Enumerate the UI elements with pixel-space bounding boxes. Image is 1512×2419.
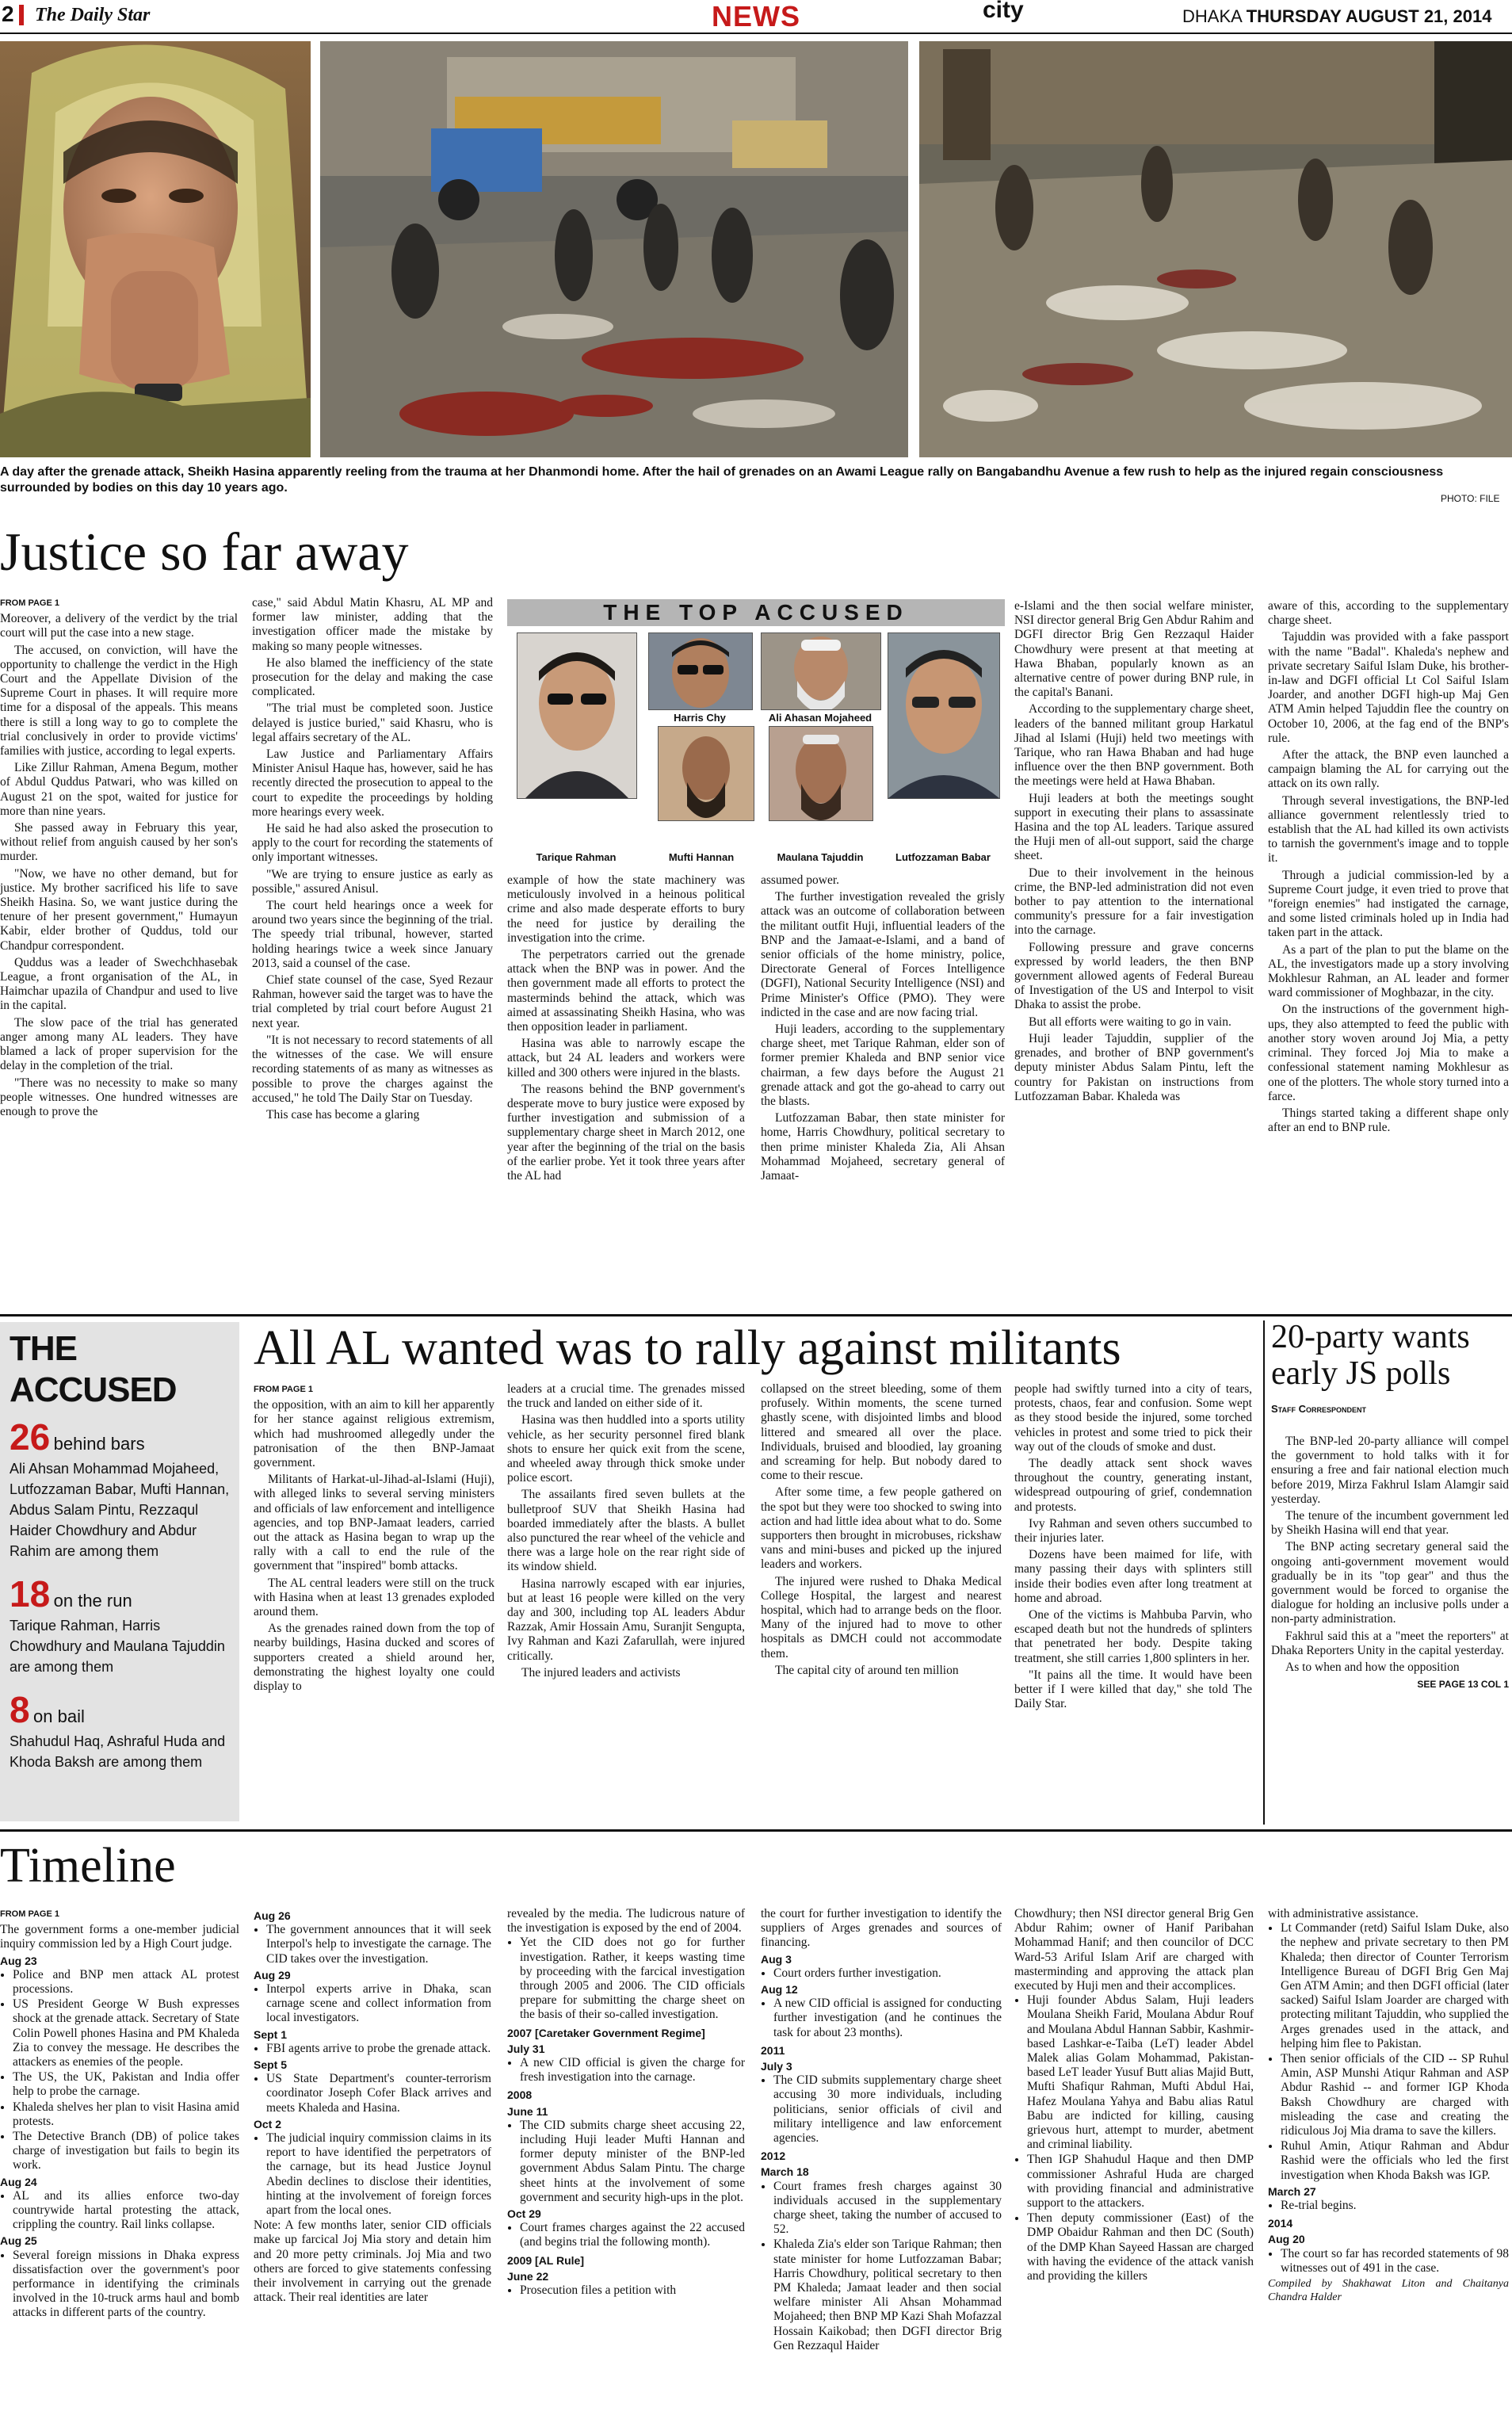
timeline-item: • Re-trial begins. [1281,2199,1509,2213]
paragraph: He said he had also asked the prosecution to apply to the court for recording the statements of only important witnesses. [252,822,493,865]
photo-caption: A day after the grenade attack, Sheikh Hasina apparently reeling from the trauma at her Dhanmondi home. After the hail of grenades on an Awami League rally on Bangabandhu Avenue a few rush to help as the injured regain consciousness surrounded by bodies on this day 10 years ago. [0,465,1444,495]
timeline-col-2 [254,1907,491,2305]
timeline-list [0,2189,239,2233]
paragraph: "Now, we have no other demand, but for justice. My brother sacrificed his life to save Sheikh Hasina. So, we want justice during the tenure of her present government," Humayun Kabir, elder brother of Quddus, told our Chandpur correspondent. [0,866,238,953]
name-babar: Lutfozzaman Babar [895,851,991,863]
timeline-year: 2007 [Caretaker Government Regime] [507,2026,705,2039]
timeline-list [1268,2247,1509,2276]
paragraph: "The trial must be completed soon. Justice delayed is justice buried," said Khasru, who is legal affairs secretary of the AL. [252,701,493,744]
timeline-list [761,2073,1002,2146]
timeline-date: Oct 29 [507,2207,541,2221]
accused-group [10,1691,230,1772]
timeline-year: 2012 [761,2150,786,2163]
timeline-item: • Court frames charges against the 22 accused (and begins trial the following month). [520,2221,745,2249]
timeline-item: • Yet the CID does not go for further investigation. Rather, it keeps wasting time by proceeding with the farcical investigation through 2005 and 2006. The CID officials prepare for submitting the charge sheet on the basis of their so-called investigation. [520,1936,745,2022]
mugshot-hannan [658,726,754,821]
timeline-list [254,1982,491,2026]
timeline-col-4 [761,1907,1002,2354]
accused-label: on bail [33,1706,85,1726]
paragraph: The perpetrators carried out the grenade attack when the BNP was in power. And the then government made all efforts to protect the masterminds behind the attack, which was aimed at assassinating Sheikh Hasina, who was then opposition leader in parliament. [507,948,745,1034]
timeline-list [1268,2199,1509,2213]
paragraph: Huji leaders, according to the supplementary charge sheet, met Tarique Rahman, elder son of former premier Khaleda and BNP senior vice chairman, a few days before the August 21 grenade attack and got the go-ahead to carry out the blasts. [761,1022,1005,1109]
paragraph: "It pains all the time. It would have been better if I were killed that day," she told The Daily Star. [1014,1668,1252,1711]
dateline-date: THURSDAY AUGUST 21, 2014 [1246,6,1492,26]
timeline-list [761,1966,1002,1981]
paragraph: Chief state counsel of the case, Syed Rezaur Rahman, however said the target was to have the trial completed by trial court before August 21 next year. [252,973,493,1030]
paragraph: Fakhrul said this at a "meet the reporters" at Dhaka Reporters Unity in the capital yesterday. [1271,1629,1509,1657]
paragraph: The accused, on conviction, will have the opportunity to challenge the verdict in the High Court and the Appellate Division of the Supreme Court in phases. It will require more time for a disposal of the appeals. This means there is still a long way to go to complete the trial conclusively in order to provide victims' families with justice, according to legal experts. [0,643,238,759]
paragraph: After the attack, the BNP even launched a campaign blaming the AL for carrying out the attack on its own rally. [1268,748,1509,791]
name-tajuddin: Maulana Tajuddin [777,851,864,863]
name-hannan: Mufti Hannan [668,851,735,863]
subsection-label: city [983,0,1024,23]
photo-hasina [0,41,311,457]
timeline-item: • Khaleda Zia's elder son Tarique Rahman; then state minister for home Lutfozzaman Babar; Harris Chowdhury, political secretary to then PM Khaleda; Jamaat leader and then social welfare minister Ali Ahsan Mohammad Mojaheed; then BNP MP Kazi Shah Mofazzal Hossain Kaikobad; then DGFI director Brig Gen Rezzaqul Haider [773,2237,1002,2353]
timeline-date: Sept 5 [254,2058,288,2072]
rally-col-1 [254,1382,494,1696]
name-tarique: Tarique Rahman [536,851,617,863]
paragraph: The injured were rushed to Dhaka Medical College Hospital, the largest and nearest hospital, which had to arrange beds on the floor. Many of the injured had to move to other hospitals as DMCH could not accommodate them. [761,1574,1002,1660]
timeline-list [254,2131,491,2218]
timeline-item: • The Detective Branch (DB) of police takes charge of investigation but fails to begin its work. [13,2130,239,2173]
from-page-label: FROM PAGE 1 [0,1909,59,1919]
timeline-list [507,1936,745,2022]
photo-injured [919,41,1512,457]
paragraph: As a part of the plan to put the blame on the AL, the investigators made up a story involving Mokhlesur Rahman, an AL leader and former ward commissioner of Moghbazar, in the city. [1268,942,1509,1000]
photo-attack-scene [320,41,908,457]
timeline-list [507,2119,745,2205]
timeline-item: • AL and its allies enforce two-day countrywide hartal protesting the attack, crippling the country. Rail links collapse. [13,2189,239,2233]
headline-timeline: Timeline [0,1839,176,1893]
timeline-item: • Prosecution files a petition with [520,2283,745,2298]
paragraph: But all efforts were waiting to go in vain. [1029,1015,1231,1029]
top-accused-title: THE TOP ACCUSED [507,599,1005,626]
timeline-entry: with administrative assistance. [1268,1907,1418,1920]
timeline-col-3 [507,1907,745,2299]
masthead-rule [0,32,1512,34]
headline-justice: Justice so far away [0,522,409,582]
rally-col-3 [761,1382,1002,1680]
paragraph: Militants of Harkat-ul-Jihad-al-Islami (Huji), with alleged links to several serving ministers and officials of law enforcement and intelligence agencies, and top BNP-Jamaat leaders, carried out the attack as Hasina began to wrap up the rally with a call to end the rule of the government that "inspired" bomb attacks. [254,1473,494,1573]
paragraph: Through a judicial commission-led by a Supreme Court judge, it even tried to prove that "foreign enemies" had instigated the carnage, and some listed criminals holed up in India had taken part in the attack. [1268,868,1509,940]
timeline-date: July 3 [761,2060,792,2073]
timeline-item: • Khaleda shelves her plan to visit Hasina amid protests. [13,2100,239,2129]
accused-label: behind bars [53,1434,145,1454]
timeline-item: • Several foreign missions in Dhaka express dissatisfaction over the government's poor performance in identifying the criminals involved in the 10-truck arms haul and bomb attacks in different parts of the country. [13,2249,239,2321]
timeline-entry: Chowdhury; then NSI director general Brig Gen Abdur Rahim; owner of Hanif Paribahan Mohammad Hanif; and then councilor of DCC Ward-53 Ariful Islam Arif are charged with masterminding and approving the attack plan executed by Huji men and their accomplices. [1014,1907,1254,1993]
timeline-entry: revealed by the media. The ludicrous nature of the investigation is exposed by the end of 2004. [507,1907,745,1936]
timeline-item: • US State Department's counter-terrorism coordinator Joseph Cofer Black arrives and meets Khaleda and Hasina. [266,2072,491,2115]
justice-col-6 [1268,599,1509,1137]
accused-count: 18 [10,1573,51,1615]
timeline-item: • Then senior officials of the CID -- SP Ruhul Amin, ASP Munshi Atiqur Rahman and ASP Abdur Rashid -- and former IGP Khoda Baksh Chowdhury are charged with misleading the case and creating the ridiculous Joj Mia drama to save the killers. [1281,2052,1509,2138]
timeline-item: • Huji founder Abdus Salam, Huji leaders Moulana Sheikh Farid, Moulana Abdur Rouf and Moulana Abdul Hannan Sabbir, Kashmir-based Lashkar-e-Taiba (LeT) leader Abdel Malek alias Golam Mohammad, Pakistan-based LeT leader Yusuf Butt alias Majid Butt, Mufti Shafiqur Rahman, Mufti Abdul Hai, Hafez Moulana Yahya and Babu alias Ratul Babu are indicted for killing, causing grievous hurt, attempt to murder, abetment and criminal liability. [1027,1993,1254,2152]
timeline-date: Aug 20 [1268,2233,1305,2246]
timeline-date: Oct 2 [254,2117,282,2130]
timeline-list [507,2221,745,2249]
timeline-list [0,2249,239,2321]
justice-col-4 [761,873,1005,1186]
accused-count: 8 [10,1689,30,1730]
paragraph: Dozens have been maimed for life, with many passing their days with splinters still inside their bodies even after long treatment at home and abroad. [1014,1548,1252,1605]
mugshot-harris [648,632,753,710]
timeline-list [761,1997,1002,2040]
justice-col-1 [0,596,238,1122]
timeline-date: Aug 23 [0,1954,37,1967]
name-harris: Harris Chy [674,712,726,724]
paragraph: e-Islami and the then social welfare minister, NSI director general Brig Gen Abdur Rahim and DGFI director Brig Gen Rezzaqul Haider Chowdhury were present at that meeting at Hawa Bhaban, popularly known as an alternative centre of power during BNP rule, in the capital's Banani. [1014,599,1254,700]
timeline-entry: The government forms a one-member judicial inquiry commission led by a High Court judge. [0,1923,239,1951]
photo-credit: PHOTO: FILE [1441,493,1500,504]
accused-names: Ali Ahsan Mohammad Mojaheed, Lutfozzaman Babar, Mufti Hannan, Abdus Salam Pintu, Rezzaqul Haider Chowdhury and Abdur Rahim are among them [10,1461,230,1559]
paragraph: people had swiftly turned into a city of tears, protests, chaos, fear and confusion. Some wept as they stood beside the injured, some torched vehicles in protest and some tried to pick their way out of the clouds of smoke and dust. [1014,1382,1252,1454]
paragraph: As to when and how the opposition [1285,1660,1460,1675]
dateline [1182,6,1491,27]
timeline-date: June 22 [507,2269,549,2283]
paragraph: case," said Abdul Matin Khasru, AL MP and former law minister, adding that the investigation officer made the mistake by making so many people witnesses. [252,596,493,653]
paragraph: Due to their involvement in the heinous crime, the BNP-led administration did not even bother to pay attention to the international community's pressure for a fair investigation into the carnage. [1014,866,1254,938]
timeline-item: • The US, the UK, Pakistan and India offer help to probe the carnage. [13,2070,239,2099]
paragraph: The tenure of the incumbent government led by Sheikh Hasina will end that year. [1271,1509,1509,1538]
paragraph: The slow pace of the trial has generated anger among many AL leaders. They have blamed a lack of proper supervision for the delay in the completion of the trial. [0,1015,238,1073]
paragraph: The AL central leaders were still on the truck with Hasina when at least 13 grenades exploded around them. [254,1576,494,1619]
paragraph: aware of this, according to the supplementary charge sheet. [1268,599,1509,628]
paragraph: Like Zillur Rahman, Amena Begum, mother of Abdul Quddus Patwari, who was killed on August 21 on the spot, waited for justice for more than nine years. [0,761,238,818]
paragraph: The BNP acting secretary general said the ongoing anti-government movement would gradually be in its "top gear" and thus the government would be forced to organise the dialogue for holding an inclusive polls under a non-party administration. [1271,1540,1509,1626]
accused-group [10,1416,230,1561]
timeline-item: • The CID submits supplementary charge sheet accusing 30 more individuals, including politicians, senior officials of civil and military intelligence and law enforcement agencies. [773,2073,1002,2146]
masthead [0,0,1512,32]
timeline-date: Aug 26 [254,1909,291,1922]
timeline-item: • The government announces that it will seek Interpol's help to investigate the carnage. The CID takes over the investigation. [266,1923,491,1966]
timeline-date: June 11 [507,2104,548,2118]
timeline-year: 2011 [761,2043,785,2057]
paragraph: assumed power. [761,873,840,887]
justice-col-3 [507,873,745,1186]
timeline-date: Aug 12 [761,1983,798,1997]
paragraph: leaders at a crucial time. The grenades missed the truck and landed on either side of it. [507,1382,745,1411]
polls-body [1271,1435,1509,1691]
paragraph: He also blamed the inefficiency of the state prosecution for the delay and making the case complicated. [252,655,493,699]
timeline-list [254,1923,491,1966]
timeline-list [254,2072,491,2115]
timeline-list [0,1968,239,2173]
paragraph: This case has become a glaring [266,1107,420,1122]
timeline-date: Aug 3 [761,1952,792,1966]
timeline-date: March 27 [1268,2184,1316,2198]
paragraph: Tajuddin was provided with a fake passport with the name "Badal". Khaleda's nephew and private secretary Saiful Islam Duke, his brother-in-law and DGFI official Lt Col Saiful Islam Joarder, and another DGFI high-up Maj Gen ATM Amin helped Tajuddin flee the country on October 10, 2006, at the fag end of the BNP's rule. [1268,630,1509,745]
paragraph: Huji leaders at both the meetings sought support in executing their plans to assassinate Hasina and the top AL leaders. Tarique assured the Huji men of all-out support, said the charge sheet. [1014,791,1254,863]
accused-names: Shahudul Haq, Ashraful Huda and Khoda Baksh are among them [10,1733,226,1770]
paragraph: collapsed on the street bleeding, some of them profusely. Within moments, the scene turned ghastly scene, with disjointed limbs and blood littered and smeared all over the place. Individuals, bruised and bloodied, lay groaning and screaming for help. But nobody dared to come to their rescue. [761,1382,1002,1483]
page-number-bar [19,5,24,25]
polls-divider [1263,1320,1265,1825]
paragraph: Moreover, a delivery of the verdict by the trial court will put the case into a new stage. [0,612,238,640]
paragraph: The court held hearings once a week for around two years since the beginning of the trial. The speedy trial tribunal, however, started holding hearings twice a week since January 2013, said a counsel of the case. [252,899,493,970]
paragraph: The reasons behind the BNP government's desperate move to bury justice were exposed by further investigation and submission of a supplementary charge sheet in March 2012, one year after the beginning of the trial on the basis of the earlier probe. Yet it took three years after the AL had [507,1082,745,1183]
timeline-item: • Then IGP Shahudul Haque and then DMP commissioner Ashraful Huda are charged with providing financial and administrative support to the attackers. [1027,2153,1254,2211]
accused-group [10,1573,230,1677]
headline-polls: 20-party wants early JS polls [1271,1319,1470,1392]
paragraph: Ivy Rahman and seven others succumbed to their injuries later. [1014,1516,1252,1546]
paragraph: The assailants fired seven bullets at the bulletproof SUV that Sheikh Hasina had boarded immediately after the blasts. A bullet also punctured the rear wheel of the vehicle and there was a large hole on the rear right side of its window shield. [507,1488,745,1574]
timeline-item: • The court so far has recorded statements of 98 witnesses out of 491 in the case. [1281,2247,1509,2276]
timeline-item: • FBI agents arrive to probe the grenade attack. [266,2042,491,2056]
timeline-item: • Interpol experts arrive in Dhaka, scan carnage scene and collect information from local investigators. [266,1982,491,2026]
paragraph: On the instructions of the government high-ups, they also attempted to feed the public with another story woven around Joj Mia, a petty criminal. They forced Joj Mia to make a confessional statement naming Mokhlesur as one of the plotters. The whole story turned into a farce. [1268,1003,1509,1103]
timeline-note: Note: A few months later, senior CID officials make up farcical Joj Mia story and detain him and 20 more petty criminals. Joj Mia and two others are forced to give statements confessing their involvement in carrying out the grenade attack. Their real identities are later [254,2218,491,2305]
timeline-item: • The CID submits charge sheet accusing 22, including Huji leader Mufti Hannan and former deputy minister of the BNP-led government Abdus Salam Pintu. The charge sheet hints at the involvement of some government and security high-ups in the plot. [520,2119,745,2205]
timeline-item: • US President George W Bush expresses shock at the grenade attack. Secretary of State Colin Powell phones Hasina and PM Khaleda Zia to convey the message. He describes the attackers as enemies of the people. [13,1997,239,2069]
paragraph: One of the victims is Mahbuba Parvin, who escaped death but not the hundreds of splinters that penetrated her body. Despite taking treatment, she still carries 1,800 splinters in her. [1014,1608,1252,1665]
paragraph: According to the supplementary charge sheet, leaders of the banned militant group Harkatul Jihad al Islami (Huji) held two meetings with Tarique, who ran Hawa Bhaban and had huge influence over the then BNP government. Both the meetings were held at Hawa Bhaban. [1014,702,1254,789]
paragraph: "It is not necessary to record statements of all the witnesses of the case. We will ensure recording statements of as many as witnesses as possible to prove the charges against the accused," he told The Daily Star on Tuesday. [252,1033,493,1105]
dateline-city: DHAKA [1182,6,1242,26]
paragraph: "We are trying to ensure justice as early as possible," assured Anisul. [252,867,493,896]
timeline-item: • Court orders further investigation. [773,1966,1002,1981]
accused-box [0,1322,239,1821]
paragraph: Law Justice and Parliamentary Affairs Minister Anisul Haque has, however, said he has recently directed the prosecution to appeal to the court to expedite the proceedings by holding more hearings every week. [252,747,493,819]
paragraph: The deadly attack sent shock waves throughout the country, generating instant, widespread outpouring of grief, condemnation and protests. [1014,1457,1252,1514]
timeline-item: • Then deputy commissioner (East) of the DMP Obaidur Rahman and then DC (South) of the DMP Khan Sayeed Hassan are charged with having the evidence of the attack vanish and providing the killers [1027,2211,1254,2283]
timeline-year: 2014 [1268,2217,1293,2230]
paragraph: "There was no necessity to make so many people witnesses. One hundred witnesses are enough to prove the [0,1076,238,1118]
timeline-list [254,2042,491,2056]
accused-count: 26 [10,1416,51,1458]
mugshot-tajuddin [769,726,873,821]
timeline-credit: Compiled by Shakhawat Liton and Chaitanya Chandra Halder [1268,2278,1509,2304]
timeline-item: • Lt Commander (retd) Saiful Islam Duke, also the nephew and private secretary to then PM Khaleda; then director of Counter Terrorism Intelligence Bureau of DGFI Brig Gen Maj Gen ATM Amin; and then DGFI official (later sacked) Saiful Islam Joarder are charged with protecting militant Tajuddin, who supplied the Arges grenades used in the attack, and helping him flee to Pakistan. [1281,1921,1509,2051]
from-page-label: FROM PAGE 1 [0,598,59,608]
paragraph: The BNP-led 20-party alliance will compel the government to hold talks with it for ensuring a free and fair national election much before 2019, Mirza Fakhrul Islam Alamgir said yesterday. [1271,1435,1509,1506]
timeline-date: Aug 24 [0,2175,37,2188]
name-mojaheed: Ali Ahasan Mojaheed [768,712,872,724]
paragraph: Things started taking a different shape only after an end to BNP rule. [1268,1106,1509,1135]
timeline-list [1268,1921,1509,2183]
justice-col-2 [252,596,493,1125]
section-rule-2 [0,1829,1512,1832]
timeline-year: 2008 [507,2088,533,2102]
paragraph: Through several investigations, the BNP-led alliance government relentlessly tried to establish that the AL had killed its own activists to tarnish the government's image and to topple it. [1268,793,1509,866]
mugshot-mojaheed [761,632,881,710]
paragraph: the opposition, with an aim to kill her apparently for her stance against religious extremism, which had mushroomed allegedly under the patronisation of the then BNP-Jamaat government. [254,1398,494,1470]
timeline-date: Aug 29 [254,1968,291,1981]
paragraph: Hasina narrowly escaped with ear injuries, but at least 16 people were killed on the very day and 300, including top AL leaders Abdur Razzak, Amir Hossain Amu, Suranjit Sengupta, Ivy Rahman and Kazi Zafarullah, were injured critically. [507,1576,745,1663]
section-label: NEWS [712,0,800,32]
accused-title: THE ACCUSED [10,1329,177,1409]
paragraph: Hasina was able to narrowly escape the attack, but 24 AL leaders and workers were killed and 300 others were injured in the blasts. [507,1037,745,1080]
accused-label: on the run [53,1591,132,1611]
timeline-list [761,2180,1002,2353]
timeline-col-6 [1268,1907,1509,2304]
paragraph: Huji leader Tajuddin, supplier of the grenades, and brother of BNP government's deputy minister Abdus Salam Pintu, left the country for Pakistan on instructions from Lutfozzaman Babar. Khaleda was [1014,1031,1254,1103]
polls-byline: Staff Correspondent [1271,1403,1367,1415]
mugshot-babar [888,632,1000,799]
headline-rally: All AL wanted was to rally against militants [254,1321,1121,1375]
from-page-label: FROM PAGE 1 [254,1385,313,1394]
timeline-item: • Ruhul Amin, Atiqur Rahman and Abdur Rashid were the officials who led the first investigation when Khoda Baksh was IGP. [1281,2139,1509,2183]
timeline-year: 2009 [AL Rule] [507,2253,584,2267]
timeline-item: • A new CID official is assigned for conducting further investigation (and he continues the task for about 23 months). [773,1997,1002,2040]
paragraph: Following pressure and grave concerns expressed by world leaders, the then BNP government allowed agents of Federal Bureau of Investigation of the US and Interpol to visit Dhaka to assist the probe. [1014,940,1254,1012]
paragraph: Lutfozzaman Babar, then state minister for home, Harris Chowdhury, political secretary to then prime minister Khaleda Zia, Ali Ahsan Mohammad Mojaheed, secretary general of Jamaat- [761,1111,1005,1183]
paper-name: The Daily Star [35,5,151,25]
timeline-col-1 [0,1907,239,2322]
rally-col-2 [507,1382,745,1683]
timeline-item: • A new CID official is given the charge for fresh investigation into the carnage. [520,2056,745,2085]
timeline-list [507,2283,745,2298]
timeline-date: July 31 [507,2042,545,2055]
timeline-date: Sept 1 [254,2027,288,2041]
timeline-date: March 18 [761,2165,809,2179]
paragraph: The further investigation revealed the grisly attack was an outcome of collaboration between the militant outfit Huji, influential leaders of the BNP and the Jamaat-e-Islami, and a band of senior officials of the home ministry, police, Directorate General of Forces Intelligence (DGFI), National Security Intelligence (NSI) and Prime Minister's Office (PMO). They were indicted in the case and are now facing trial. [761,890,1005,1019]
paragraph: After some time, a few people gathered on the spot but they were too shocked to swing into action and had little idea about what to do. Some supporters then brought in microbuses, rickshaw vans and mini-buses and picked up the injured leaders and workers. [761,1485,1002,1572]
timeline-item: • Police and BNP men attack AL protest processions. [13,1968,239,1997]
top-accused-panel [507,599,1005,869]
timeline-date: Aug 25 [0,2234,37,2248]
paragraph: As the grenades rained down from the top of nearby buildings, Hasina ducked and scores of supporters created a shield around her, demonstrating the highest loyalty one could display to [254,1622,494,1694]
timeline-col-5 [1014,1907,1254,2284]
paragraph: Quddus was a leader of Swechchhasebak League, a front organisation of the AL, in Haimchar upazila of Chandpur and used to live in the capital. [0,955,238,1013]
timeline-list [1014,1993,1254,2283]
timeline-list [507,2056,745,2085]
paragraph: The capital city of around ten million [775,1663,959,1677]
section-rule-1 [0,1314,1512,1317]
page-number: 2 [2,2,14,26]
timeline-item: • The judicial inquiry commission claims in its report to have identified the perpetrators of the carnage, but its head Justice Joynul Abedin declines to disclose their identities, hinting at the involvement of foreign forces apart from the local ones. [266,2131,491,2218]
timeline-item: • Court frames fresh charges against 30 individuals accused in the supplementary charge sheet, taking the number of accused to 52. [773,2180,1002,2237]
rally-col-4 [1014,1382,1252,1714]
justice-col-5 [1014,599,1254,1106]
paragraph: She passed away in February this year, without relief from anguish caused by her son's murder. [0,821,238,864]
paragraph: Hasina was then huddled into a sports utility vehicle, as her security personnel fired blank shots to ensure her quick exit from the scene, and wheeled away through thick smoke under police escort. [507,1413,745,1485]
mugshot-tarique [517,632,637,799]
continued-label: SEE PAGE 13 COL 1 [1417,1679,1509,1691]
paragraph: example of how the state machinery was meticulously involved in a heinous political crime and also made desperate efforts to bury the need for justice by derailing the investigation into the crime. [507,873,745,945]
paragraph: The injured leaders and activists [521,1665,681,1680]
accused-names: Tarique Rahman, Harris Chowdhury and Maulana Tajuddin are among them [10,1618,225,1675]
timeline-entry: the court for further investigation to identify the suppliers of Arges grenades and sources of financing. [761,1907,1002,1950]
